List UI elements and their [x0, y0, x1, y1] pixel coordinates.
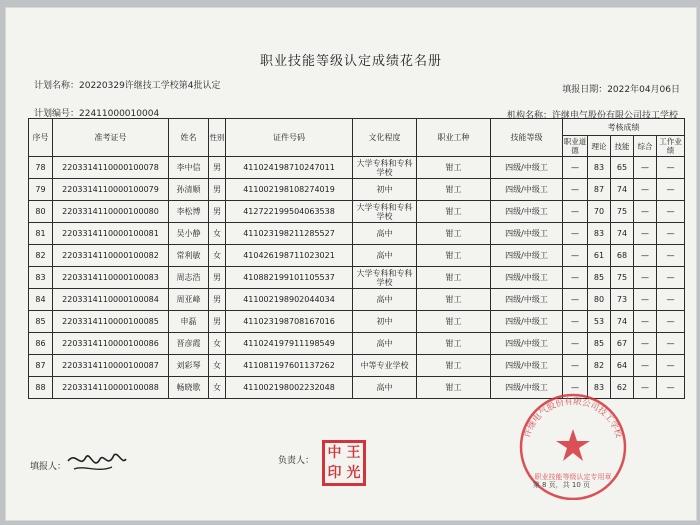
plan-number: 计划编号：22411000010004: [34, 109, 160, 119]
cell-id-number: 411002198108274019: [226, 179, 353, 201]
cell-name: 李中信: [169, 157, 209, 179]
table-row: [29, 179, 685, 201]
cell-level: 四级/中级工: [491, 333, 563, 355]
cell-composite: —: [634, 333, 657, 355]
cell-education: 初中: [353, 311, 417, 333]
plan-name: 计划名称：20220329许继技工学校第4批认定: [34, 81, 221, 91]
cell-job: 钳工: [417, 245, 491, 267]
cell-composite: —: [634, 157, 657, 179]
table-row: [29, 157, 685, 179]
cell-gender: 女: [209, 223, 226, 245]
cell-work: —: [657, 245, 685, 267]
cell-moral: —: [563, 245, 588, 267]
cell-job: 钳工: [417, 355, 491, 377]
cell-work: —: [657, 311, 685, 333]
cell-gender: 女: [209, 377, 226, 399]
cell-theory: 87: [588, 179, 611, 201]
cell-gender: 女: [209, 333, 226, 355]
cell-moral: —: [563, 267, 588, 289]
cell-education: 大学专科和专科学校: [353, 267, 417, 289]
cell-seq: 87: [29, 355, 53, 377]
cell-job: 钳工: [417, 157, 491, 179]
cell-theory: 83: [588, 223, 611, 245]
cell-name: 周志浩: [169, 267, 209, 289]
cell-exam-id: 2203314110000100086: [53, 333, 169, 355]
cell-education: 高中: [353, 333, 417, 355]
cell-name: 李松博: [169, 201, 209, 223]
cell-exam-id: 2203314110000100078: [53, 157, 169, 179]
cell-level: 四级/中级工: [491, 179, 563, 201]
cell-id-number: 411024198710247011: [226, 157, 353, 179]
cell-exam-id: 2203314110000100083: [53, 267, 169, 289]
cell-work: —: [657, 289, 685, 311]
svg-text:职业技能等级认定专用章: 职业技能等级认定专用章: [534, 473, 612, 481]
cell-gender: 女: [209, 245, 226, 267]
fill-date: 填报日期：2022年04月06日: [562, 85, 680, 95]
cell-education: 高中: [353, 245, 417, 267]
cell-skill: 68: [611, 245, 634, 267]
cell-composite: —: [634, 267, 657, 289]
cell-education: 高中: [353, 289, 417, 311]
cell-composite: —: [634, 179, 657, 201]
cell-composite: —: [634, 377, 657, 399]
cell-composite: —: [634, 223, 657, 245]
cell-level: 四级/中级工: [491, 267, 563, 289]
cell-seq: 80: [29, 201, 53, 223]
cell-level: 四级/中级工: [491, 289, 563, 311]
cell-theory: 83: [588, 377, 611, 399]
cell-level: 四级/中级工: [491, 223, 563, 245]
cell-education: 中等专业学校: [353, 355, 417, 377]
header-id-number: 证件号码: [226, 119, 353, 157]
cell-exam-id: 2203314110000100088: [53, 377, 169, 399]
page-title: 职业技能等级认定成绩花名册: [259, 54, 442, 69]
cell-seq: 86: [29, 333, 53, 355]
header-education: 文化程度: [353, 119, 417, 157]
cell-exam-id: 2203314110000100079: [53, 179, 169, 201]
cell-name: 吴小静: [169, 223, 209, 245]
cell-theory: 83: [588, 157, 611, 179]
filler-label: 填报人：: [30, 462, 67, 472]
cell-composite: —: [634, 201, 657, 223]
table-row: [29, 355, 685, 377]
header-gender: 性别: [209, 119, 226, 157]
header-exam-id: 准考证号: [53, 119, 169, 157]
header-scores: 考核成绩: [563, 119, 685, 136]
cell-work: —: [657, 157, 685, 179]
cell-job: 钳工: [417, 267, 491, 289]
header-skill: 技能: [611, 136, 634, 157]
cell-seq: 81: [29, 223, 53, 245]
cell-education: 大学专科和专科学校: [353, 157, 417, 179]
cell-job: 钳工: [417, 179, 491, 201]
cell-gender: 男: [209, 157, 226, 179]
cell-moral: —: [563, 179, 588, 201]
cell-level: 四级/中级工: [491, 355, 563, 377]
cell-theory: 53: [588, 311, 611, 333]
header-name: 姓名: [169, 119, 209, 157]
cell-exam-id: 2203314110000100081: [53, 223, 169, 245]
table-row: [29, 333, 685, 355]
cell-seq: 82: [29, 245, 53, 267]
cell-id-number: 410426198711023021: [226, 245, 353, 267]
cell-gender: 男: [209, 289, 226, 311]
responsible-label: 负责人：: [278, 456, 315, 466]
cell-exam-id: 2203314110000100080: [53, 201, 169, 223]
header-level: 技能等级: [491, 119, 563, 157]
cell-job: 钳工: [417, 223, 491, 245]
cell-id-number: 410882199101105537: [226, 267, 353, 289]
cell-id-number: 412722199504063538: [226, 201, 353, 223]
cell-work: —: [657, 223, 685, 245]
cell-name: 常利敏: [169, 245, 209, 267]
cell-composite: —: [634, 355, 657, 377]
table-row: [29, 201, 685, 223]
cell-composite: —: [634, 245, 657, 267]
cell-name: 申磊: [169, 311, 209, 333]
cell-education: 高中: [353, 377, 417, 399]
cell-composite: —: [634, 289, 657, 311]
cell-work: —: [657, 333, 685, 355]
cell-moral: —: [563, 289, 588, 311]
cell-id-number: 411023198708167016: [226, 311, 353, 333]
cell-skill: 74: [611, 311, 634, 333]
cell-name: 刘彩琴: [169, 355, 209, 377]
cell-theory: 82: [588, 355, 611, 377]
cell-work: —: [657, 355, 685, 377]
cell-level: 四级/中级工: [491, 311, 563, 333]
cell-skill: 75: [611, 201, 634, 223]
cell-moral: —: [563, 355, 588, 377]
cell-id-number: 411002198902044034: [226, 289, 353, 311]
page-number: 第 8 页，共 10 页: [532, 481, 590, 489]
cell-work: —: [657, 377, 685, 399]
table-row: [29, 245, 685, 267]
cell-skill: 64: [611, 355, 634, 377]
cell-gender: 女: [209, 355, 226, 377]
cell-work: —: [657, 267, 685, 289]
cell-education: 大学专科和专科学校: [353, 201, 417, 223]
header-work: 工作业绩: [657, 136, 685, 157]
cell-theory: 85: [588, 267, 611, 289]
organization-name: 机构名称：许继电气股份有限公司技工学校: [506, 111, 678, 121]
cell-work: —: [657, 201, 685, 223]
cell-skill: 75: [611, 267, 634, 289]
cell-seq: 85: [29, 311, 53, 333]
score-table: [28, 118, 685, 399]
header-seq: 序号: [29, 119, 53, 157]
cell-name: 畅晓歌: [169, 377, 209, 399]
cell-skill: 67: [611, 333, 634, 355]
cell-moral: —: [563, 223, 588, 245]
cell-exam-id: 2203314110000100087: [53, 355, 169, 377]
cell-education: 高中: [353, 223, 417, 245]
cell-education: 初中: [353, 179, 417, 201]
cell-composite: —: [634, 311, 657, 333]
cell-gender: 男: [209, 311, 226, 333]
cell-work: —: [657, 179, 685, 201]
svg-text:许继电气股份有限公司技工学校: 许继电气股份有限公司技工学校: [522, 396, 624, 440]
cell-exam-id: 2203314110000100085: [53, 311, 169, 333]
cell-seq: 84: [29, 289, 53, 311]
cell-theory: 70: [588, 201, 611, 223]
cell-skill: 74: [611, 179, 634, 201]
cell-seq: 83: [29, 267, 53, 289]
cell-exam-id: 2203314110000100082: [53, 245, 169, 267]
table-row: [29, 289, 685, 311]
cell-seq: 79: [29, 179, 53, 201]
cell-level: 四级/中级工: [491, 201, 563, 223]
header-composite: 综合: [634, 136, 657, 157]
cell-id-number: 411002198002232048: [226, 377, 353, 399]
table-row: [29, 223, 685, 245]
cell-moral: —: [563, 377, 588, 399]
table-row: [29, 267, 685, 289]
cell-job: 钳工: [417, 311, 491, 333]
header-job: 职业工种: [417, 119, 491, 157]
header-moral: 职业道德: [563, 137, 587, 155]
header-theory: 理论: [588, 136, 611, 157]
filler-signature: [64, 447, 130, 477]
cell-theory: 85: [588, 333, 611, 355]
cell-skill: 73: [611, 289, 634, 311]
cell-gender: 男: [209, 201, 226, 223]
cell-id-number: 411024197911198549: [226, 333, 353, 355]
cell-job: 钳工: [417, 377, 491, 399]
cell-exam-id: 2203314110000100084: [53, 289, 169, 311]
cell-level: 四级/中级工: [491, 245, 563, 267]
table-row: [29, 311, 685, 333]
cell-level: 四级/中级工: [491, 377, 563, 399]
cell-gender: 男: [209, 267, 226, 289]
cell-level: 四级/中级工: [491, 157, 563, 179]
cell-theory: 61: [588, 245, 611, 267]
cell-skill: 65: [611, 157, 634, 179]
cell-name: 周亚峰: [169, 289, 209, 311]
cell-moral: —: [563, 311, 588, 333]
cell-seq: 78: [29, 157, 53, 179]
square-seal: 中 王 印 光: [322, 440, 366, 486]
cell-moral: —: [563, 157, 588, 179]
cell-gender: 男: [209, 179, 226, 201]
cell-job: 钳工: [417, 289, 491, 311]
cell-id-number: 411023198211285527: [226, 223, 353, 245]
cell-id-number: 411081197601137262: [226, 355, 353, 377]
cell-seq: 88: [29, 377, 53, 399]
cell-name: 孙清顺: [169, 179, 209, 201]
cell-name: 晋彦霞: [169, 333, 209, 355]
cell-skill: 62: [611, 377, 634, 399]
cell-job: 钳工: [417, 333, 491, 355]
cell-skill: 74: [611, 223, 634, 245]
cell-moral: —: [563, 201, 588, 223]
cell-theory: 80: [588, 289, 611, 311]
cell-job: 钳工: [417, 201, 491, 223]
cell-moral: —: [563, 333, 588, 355]
